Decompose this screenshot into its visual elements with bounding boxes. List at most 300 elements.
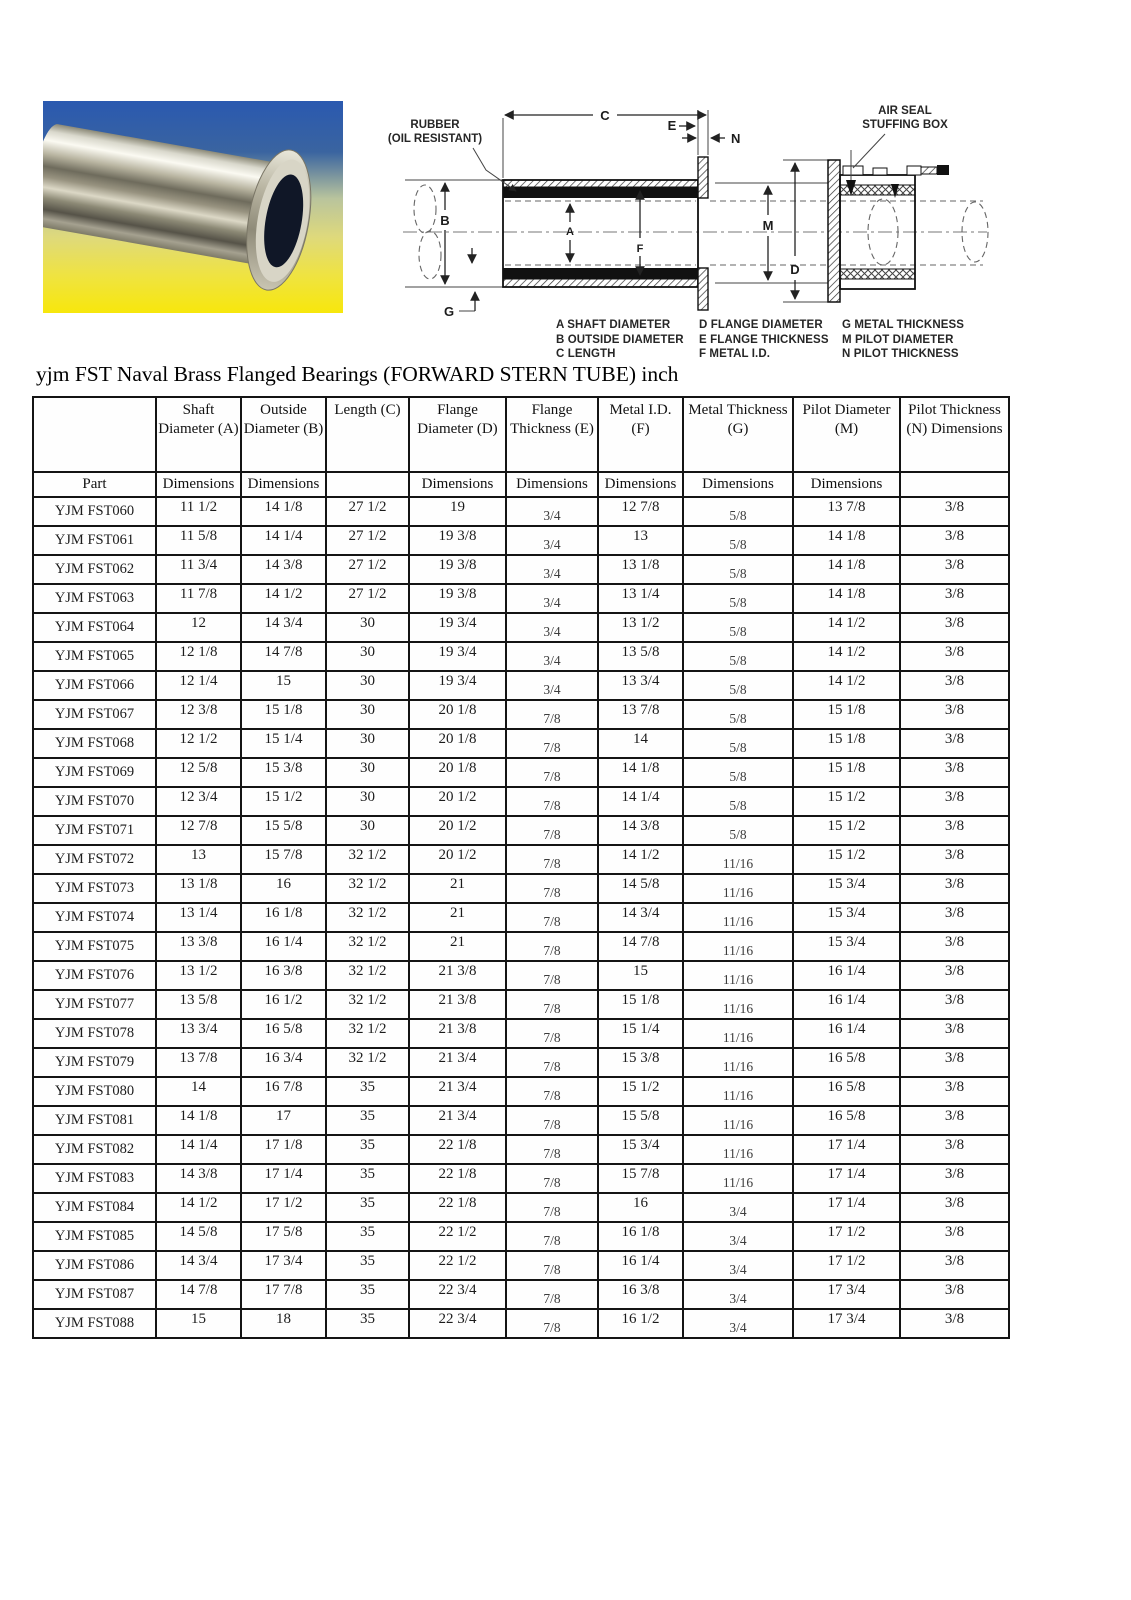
part-cell: YJM FST076 [33,961,156,990]
dimension-cell: 7/8 [506,1309,598,1338]
dimension-cell: 17 5/8 [241,1222,326,1251]
column-header: Shaft Diameter (A) [156,397,241,472]
dimension-cell: 32 1/2 [326,845,409,874]
dimension-cell: 12 3/4 [156,787,241,816]
dimension-cell: 14 3/8 [156,1164,241,1193]
dimension-cell: 14 1/2 [793,642,900,671]
dim-label-f: F [636,243,644,255]
table-row [33,903,1009,932]
dimension-cell: 21 3/4 [409,1048,506,1077]
dimension-cell: 21 [409,932,506,961]
dimension-cell: 11/16 [683,1106,793,1135]
legend-item: A SHAFT DIAMETER [556,319,671,331]
legend-column-0 [556,318,699,362]
dimension-cell: 13 1/8 [156,874,241,903]
dimension-cell: 22 1/2 [409,1222,506,1251]
part-cell: YJM FST077 [33,990,156,1019]
flange-plate [698,268,708,310]
dimension-cell: 3/8 [900,1280,1009,1309]
dimension-cell: 3/8 [900,1048,1009,1077]
dimension-cell: 14 5/8 [598,874,683,903]
column-header: Metal Thickness (G) [683,397,793,472]
page-title: yjm FST Naval Brass Flanged Bearings (FORWARD STERN TUBE) inch [36,362,679,386]
svg-text:AIR SEAL: AIR SEAL [878,105,932,117]
table-row [33,961,1009,990]
dimension-cell: 32 1/2 [326,1048,409,1077]
dimension-cell: 14 1/4 [241,526,326,555]
dimension-cell: 15 7/8 [241,845,326,874]
dimension-cell: 15 3/4 [793,874,900,903]
dimension-cell: 3/4 [506,584,598,613]
table-row [33,990,1009,1019]
stern-tube-section [503,157,708,310]
dimension-cell: 3/8 [900,1251,1009,1280]
dimension-cell: 14 3/4 [241,613,326,642]
dimension-cell: 14 1/4 [598,787,683,816]
dimension-cell: 3/8 [900,584,1009,613]
dimension-cell: 11/16 [683,961,793,990]
dimension-cell: 17 1/4 [793,1164,900,1193]
dimension-cell: 15 1/4 [598,1019,683,1048]
dimension-cell: 3/8 [900,961,1009,990]
dimension-cell: 21 3/4 [409,1077,506,1106]
column-subheader [900,472,1009,497]
part-cell: YJM FST084 [33,1193,156,1222]
dimension-cell: 11/16 [683,1077,793,1106]
part-cell: YJM FST083 [33,1164,156,1193]
dimension-cell: 3/8 [900,729,1009,758]
dimension-cell: 7/8 [506,961,598,990]
dimension-cell: 14 7/8 [598,932,683,961]
part-cell: YJM FST069 [33,758,156,787]
column-subheader [326,472,409,497]
dimension-cell: 15 5/8 [598,1106,683,1135]
part-cell: YJM FST060 [33,497,156,526]
dimension-cell: 17 3/4 [793,1309,900,1338]
dimension-cell: 14 1/8 [598,758,683,787]
dimension-cell: 17 1/2 [241,1193,326,1222]
dimension-cell: 3/8 [900,1077,1009,1106]
dimension-cell: 17 1/2 [793,1222,900,1251]
dimension-cell: 15 3/8 [598,1048,683,1077]
part-cell: YJM FST085 [33,1222,156,1251]
dim-B [440,183,449,284]
dimension-cell: 22 1/2 [409,1251,506,1280]
dim-label-n: N [731,131,741,146]
dimension-cell: 15 1/8 [598,990,683,1019]
column-subheader: Part [33,472,156,497]
dimension-cell: 15 1/2 [793,845,900,874]
dimension-cell: 32 1/2 [326,903,409,932]
dimension-cell: 35 [326,1251,409,1280]
dimension-cell: 32 1/2 [326,932,409,961]
table-row [33,1048,1009,1077]
dimension-cell: 11 7/8 [156,584,241,613]
dimension-cell: 35 [326,1222,409,1251]
dimension-cell: 30 [326,758,409,787]
dimension-cell: 7/8 [506,1280,598,1309]
dimension-cell: 17 1/4 [793,1135,900,1164]
part-cell: YJM FST078 [33,1019,156,1048]
diagram-legend [556,318,985,362]
column-header: Pilot Thickness (N) Dimensions [900,397,1009,472]
dimension-cell: 7/8 [506,816,598,845]
dim-label-c: C [600,108,610,123]
legend-item: C LENGTH [556,348,616,360]
dimension-cell: 13 1/4 [598,584,683,613]
dimension-cell: 3/4 [683,1222,793,1251]
dimension-cell: 12 5/8 [156,758,241,787]
spec-table-head [33,397,1009,497]
stuffing-box-section [828,150,949,302]
dimension-cell: 13 7/8 [598,700,683,729]
dimension-cell: 35 [326,1164,409,1193]
dim-label-g: G [443,304,455,319]
table-row [33,787,1009,816]
dimension-cell: 16 1/4 [241,932,326,961]
dimension-cell: 30 [326,787,409,816]
dimension-cell: 12 7/8 [156,816,241,845]
dim-label-d: D [790,262,800,277]
column-subheader: Dimensions [241,472,326,497]
header-row-2 [33,472,1009,497]
dimension-cell: 16 3/8 [598,1280,683,1309]
part-cell: YJM FST068 [33,729,156,758]
dimension-cell: 12 1/8 [156,642,241,671]
dimension-cell: 13 7/8 [156,1048,241,1077]
part-cell: YJM FST072 [33,845,156,874]
dimension-cell: 13 7/8 [793,497,900,526]
dim-A-F [566,191,644,275]
table-row [33,1193,1009,1222]
dimension-cell: 16 1/2 [598,1309,683,1338]
dimension-cell: 3/4 [683,1251,793,1280]
dimension-cell: 27 1/2 [326,555,409,584]
dimension-cell: 7/8 [506,903,598,932]
dimension-cell: 3/8 [900,1019,1009,1048]
dimension-cell: 35 [326,1106,409,1135]
dimension-cell: 7/8 [506,1019,598,1048]
column-subheader: Dimensions [598,472,683,497]
column-subheader: Dimensions [506,472,598,497]
dimension-cell: 14 1/2 [598,845,683,874]
dimension-cell: 3/8 [900,874,1009,903]
dimension-cell: 16 5/8 [793,1077,900,1106]
dimension-cell: 32 1/2 [326,990,409,1019]
dimension-cell: 20 1/8 [409,758,506,787]
dimension-cell: 3/8 [900,555,1009,584]
dimension-cell: 32 1/2 [326,961,409,990]
column-header: Flange Thickness (E) [506,397,598,472]
header-row-1 [33,397,1009,472]
legend-item: D FLANGE DIAMETER [699,319,823,331]
dimension-cell: 19 3/8 [409,555,506,584]
spec-table-body [33,497,1009,1338]
dimension-cell: 5/8 [683,729,793,758]
dimension-cell: 7/8 [506,1251,598,1280]
dimension-cell: 3/8 [900,671,1009,700]
dimension-cell: 3/8 [900,1135,1009,1164]
legend-item: B OUTSIDE DIAMETER [556,333,684,346]
dimension-cell: 14 [156,1077,241,1106]
dimension-cell: 13 3/4 [156,1019,241,1048]
dimension-cell: 14 5/8 [156,1222,241,1251]
table-row [33,1251,1009,1280]
column-header: Outside Diameter (B) [241,397,326,472]
dimension-cell: 19 3/4 [409,642,506,671]
dimension-cell: 30 [326,613,409,642]
dimension-cell: 13 1/4 [156,903,241,932]
dimension-cell: 3/8 [900,758,1009,787]
spec-table-container [32,396,1010,1339]
table-row [33,671,1009,700]
dimension-cell: 14 7/8 [241,642,326,671]
dimension-cell: 14 [598,729,683,758]
dimension-cell: 13 5/8 [598,642,683,671]
dimension-cell: 22 3/4 [409,1309,506,1338]
dimension-cell: 16 5/8 [241,1019,326,1048]
dim-label-b: B [440,213,450,228]
dimension-cell: 22 1/8 [409,1135,506,1164]
dimension-cell: 11/16 [683,845,793,874]
dimension-cell: 15 1/8 [793,729,900,758]
table-row [33,758,1009,787]
dimension-cell: 21 3/8 [409,961,506,990]
dimension-cell: 20 1/2 [409,787,506,816]
product-photo [43,101,343,313]
dimension-cell: 3/4 [506,555,598,584]
dimension-cell: 3/4 [683,1193,793,1222]
dimension-cell: 16 1/8 [598,1222,683,1251]
part-cell: YJM FST086 [33,1251,156,1280]
dimension-cell: 3/8 [900,1106,1009,1135]
dimension-cell: 16 5/8 [793,1106,900,1135]
dimension-cell: 5/8 [683,700,793,729]
column-header: Metal I.D. (F) [598,397,683,472]
dimension-cell: 17 1/4 [241,1164,326,1193]
dimension-cell: 16 1/4 [793,961,900,990]
dimension-cell: 19 3/8 [409,584,506,613]
dimension-cell: 14 7/8 [156,1280,241,1309]
dimension-cell: 7/8 [506,1135,598,1164]
dimension-cell: 20 1/2 [409,845,506,874]
dim-label-a: A [566,226,574,238]
dimension-cell: 15 [241,671,326,700]
dimension-cell: 16 1/4 [793,1019,900,1048]
dimension-cell: 3/8 [900,932,1009,961]
dimension-cell: 11/16 [683,1135,793,1164]
dimension-cell: 32 1/2 [326,874,409,903]
part-cell: YJM FST065 [33,642,156,671]
dimension-cell: 11/16 [683,903,793,932]
dimension-cell: 5/8 [683,555,793,584]
table-row [33,613,1009,642]
part-cell: YJM FST075 [33,932,156,961]
table-row [33,932,1009,961]
part-cell: YJM FST088 [33,1309,156,1338]
dimension-cell: 14 1/4 [156,1135,241,1164]
dimension-cell: 16 1/4 [793,990,900,1019]
dimension-cell: 11/16 [683,1164,793,1193]
dimension-cell: 16 1/8 [241,903,326,932]
flange-plate [698,157,708,198]
dimension-cell: 5/8 [683,671,793,700]
dimension-cell: 15 5/8 [241,816,326,845]
table-row [33,1222,1009,1251]
dimension-cell: 13 [156,845,241,874]
dimension-cell: 32 1/2 [326,1019,409,1048]
dimension-cell: 19 3/4 [409,671,506,700]
table-row [33,642,1009,671]
part-cell: YJM FST063 [33,584,156,613]
part-cell: YJM FST070 [33,787,156,816]
dimension-cell: 17 3/4 [241,1251,326,1280]
dimension-cell: 15 1/4 [241,729,326,758]
dimension-cell: 21 3/4 [409,1106,506,1135]
dimension-cell: 3/8 [900,816,1009,845]
dimension-cell: 5/8 [683,584,793,613]
dimension-cell: 19 3/8 [409,526,506,555]
part-cell: YJM FST082 [33,1135,156,1164]
dimension-cell: 14 1/8 [241,497,326,526]
dimension-cell: 7/8 [506,1164,598,1193]
dimension-cell: 30 [326,816,409,845]
dimension-cell: 7/8 [506,1222,598,1251]
legend-column-2 [842,318,985,362]
dim-label-e: E [667,118,677,133]
table-row [33,1280,1009,1309]
part-cell: YJM FST081 [33,1106,156,1135]
dimension-cell: 13 1/8 [598,555,683,584]
dimension-cell: 16 3/4 [241,1048,326,1077]
table-row [33,874,1009,903]
part-cell: YJM FST079 [33,1048,156,1077]
table-row [33,555,1009,584]
dimension-cell: 7/8 [506,700,598,729]
dimension-cell: 13 [598,526,683,555]
dimension-cell: 13 3/8 [156,932,241,961]
dimension-cell: 27 1/2 [326,497,409,526]
dimension-cell: 27 1/2 [326,526,409,555]
dimension-cell: 14 1/2 [793,671,900,700]
dimension-cell: 7/8 [506,990,598,1019]
column-header: Pilot Diameter (M) [793,397,900,472]
dimension-cell: 7/8 [506,1193,598,1222]
legend-column-1 [699,318,842,362]
part-cell: YJM FST062 [33,555,156,584]
dimension-cell: 3/4 [506,642,598,671]
column-header [33,397,156,472]
dimension-cell: 15 3/4 [598,1135,683,1164]
dimension-cell: 3/4 [506,526,598,555]
part-cell: YJM FST074 [33,903,156,932]
dimension-cell: 35 [326,1280,409,1309]
table-row [33,497,1009,526]
dimension-cell: 15 1/2 [598,1077,683,1106]
dimension-cell: 7/8 [506,874,598,903]
dimension-cell: 20 1/8 [409,729,506,758]
dimension-cell: 16 1/2 [241,990,326,1019]
dimension-cell: 7/8 [506,1106,598,1135]
dimension-cell: 13 1/2 [156,961,241,990]
dimension-cell: 35 [326,1077,409,1106]
table-row [33,584,1009,613]
dimension-cell: 7/8 [506,932,598,961]
part-cell: YJM FST067 [33,700,156,729]
technical-diagram [385,88,1000,324]
dimension-cell: 14 3/8 [598,816,683,845]
dimension-cell: 13 5/8 [156,990,241,1019]
dimension-cell: 3/4 [506,671,598,700]
column-header: Length (C) [326,397,409,472]
dimension-cell: 5/8 [683,497,793,526]
spec-table [32,396,1010,1339]
legend-item: E FLANGE THICKNESS [699,333,829,346]
dimension-cell: 3/4 [683,1309,793,1338]
dimension-cell: 15 1/8 [241,700,326,729]
table-row [33,1106,1009,1135]
dimension-cell: 3/8 [900,787,1009,816]
dimension-cell: 5/8 [683,526,793,555]
svg-text:STUFFING BOX: STUFFING BOX [862,119,948,131]
table-row [33,816,1009,845]
dimension-cell: 15 1/2 [793,816,900,845]
dimension-cell: 7/8 [506,787,598,816]
legend-item: F METAL I.D. [699,348,771,360]
dimension-cell: 17 1/8 [241,1135,326,1164]
dimension-cell: 3/8 [900,613,1009,642]
dimension-cell: 35 [326,1193,409,1222]
table-row [33,1077,1009,1106]
dimension-cell: 19 [409,497,506,526]
dimension-cell: 7/8 [506,758,598,787]
dimension-cell: 16 1/4 [598,1251,683,1280]
dimension-cell: 15 3/4 [793,932,900,961]
table-row [33,729,1009,758]
dimension-cell: 11/16 [683,990,793,1019]
dimension-cell: 18 [241,1309,326,1338]
dimension-cell: 3/8 [900,497,1009,526]
dim-E-N [668,118,741,146]
legend-item: N PILOT THICKNESS [842,348,959,360]
dimension-cell: 22 1/8 [409,1164,506,1193]
dimension-cell: 27 1/2 [326,584,409,613]
dimension-cell: 15 1/8 [793,758,900,787]
legend-item: G METAL THICKNESS [842,319,965,331]
dimension-cell: 12 7/8 [598,497,683,526]
part-cell: YJM FST073 [33,874,156,903]
dimension-cell: 7/8 [506,729,598,758]
dimension-cell: 3/8 [900,845,1009,874]
dimension-cell: 15 3/4 [793,903,900,932]
dimension-cell: 15 1/2 [241,787,326,816]
dimension-cell: 5/8 [683,613,793,642]
dimension-cell: 3/8 [900,1164,1009,1193]
dimension-cell: 11/16 [683,932,793,961]
dimension-cell: 5/8 [683,816,793,845]
dimension-cell: 3/8 [900,642,1009,671]
dimension-cell: 14 1/2 [241,584,326,613]
dimension-cell: 11/16 [683,1048,793,1077]
dimension-cell: 21 3/8 [409,990,506,1019]
part-cell: YJM FST064 [33,613,156,642]
dimension-cell: 11 5/8 [156,526,241,555]
dim-G [444,248,475,319]
dimension-cell: 12 3/8 [156,700,241,729]
dimension-cell: 14 1/2 [793,613,900,642]
dimension-cell: 14 1/8 [156,1106,241,1135]
part-cell: YJM FST071 [33,816,156,845]
